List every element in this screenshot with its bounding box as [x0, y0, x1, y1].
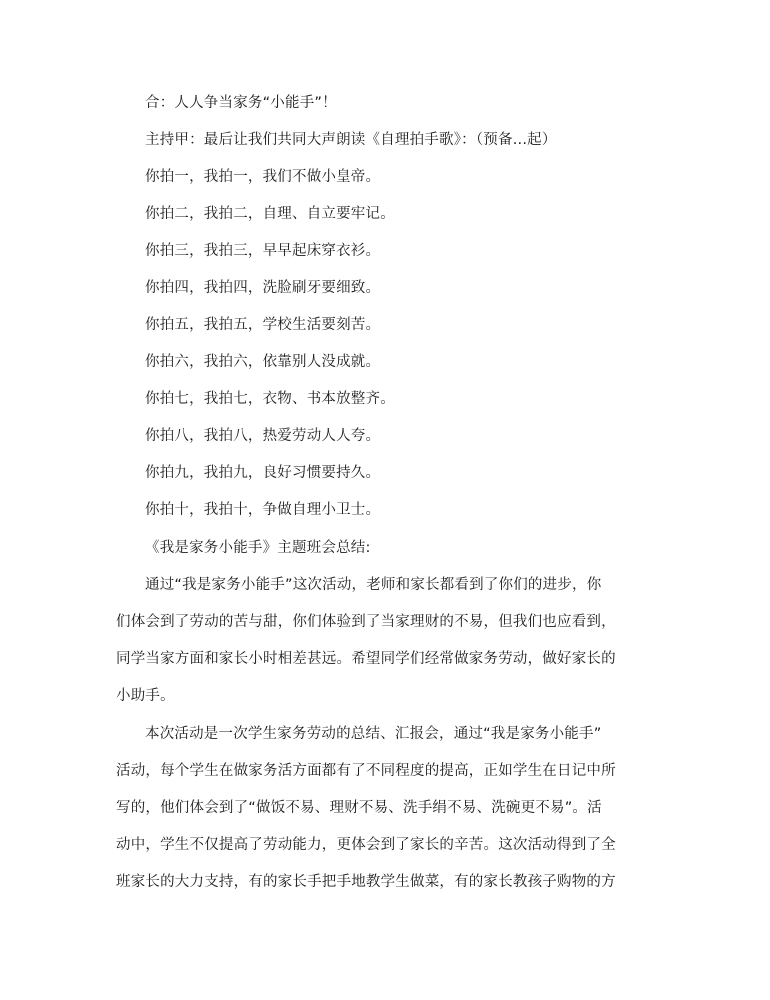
song-line-10: 你拍十，我拍十，争做自理小卫士。: [145, 502, 381, 518]
summary-heading: 《我是家务小能手》主题班会总结:: [145, 540, 371, 556]
song-line-5: 你拍五，我拍五，学校生活要刻苦。: [145, 317, 381, 333]
song-line-9: 你拍九，我拍九，良好习惯要持久。: [145, 465, 381, 481]
paragraph-2-line: 班家长的大力支持，有的家长手把手地教学生做菜，有的家长教孩子购物的方: [116, 874, 616, 890]
song-line-8: 你拍八，我拍八，热爱劳动人人夸。: [145, 428, 381, 444]
paragraph-2-line: 写的，他们体会到了“做饭不易、理财不易、洗手绢不易、洗碗更不易”。活: [116, 800, 602, 816]
song-line-1: 你拍一，我拍一，我们不做小皇帝。: [145, 169, 381, 185]
song-line-2: 你拍二，我拍二，自理、自立要牢记。: [145, 206, 395, 222]
song-line-3: 你拍三，我拍三，早早起床穿衣衫。: [145, 243, 381, 259]
paragraph-2-line: 动中，学生不仅提高了劳动能力，更体会到了家长的辛苦。这次活动得到了全: [116, 837, 616, 853]
paragraph-2-line: 本次活动是一次学生家务劳动的总结、汇报会，通过“我是家务小能手”: [145, 726, 602, 742]
chorus-line: 合：人人争当家务“小能手”！: [145, 95, 337, 111]
paragraph-1-line: 同学当家方面和家长小时相差甚远。希望同学们经常做家务劳动，做好家长的: [116, 651, 616, 667]
host-line: 主持甲：最后让我们共同大声朗读《自理拍手歌》：（预备...起）: [145, 132, 557, 148]
song-line-7: 你拍七，我拍七，衣物、书本放整齐。: [145, 391, 395, 407]
song-line-6: 你拍六，我拍六，依靠别人没成就。: [145, 354, 381, 370]
paragraph-1-line: 小助手。: [116, 688, 175, 704]
paragraph-1-line: 通过“我是家务小能手”这次活动，老师和家长都看到了你们的进步，你: [145, 577, 602, 593]
song-line-4: 你拍四，我拍四，洗脸刷牙要细致。: [145, 280, 381, 296]
paragraph-2-line: 活动，每个学生在做家务活方面都有了不同程度的提高，正如学生在日记中所: [116, 763, 616, 779]
paragraph-1-line: 们体会到了劳动的苦与甜，你们体验到了当家理财的不易，但我们也应看到，: [116, 614, 616, 630]
